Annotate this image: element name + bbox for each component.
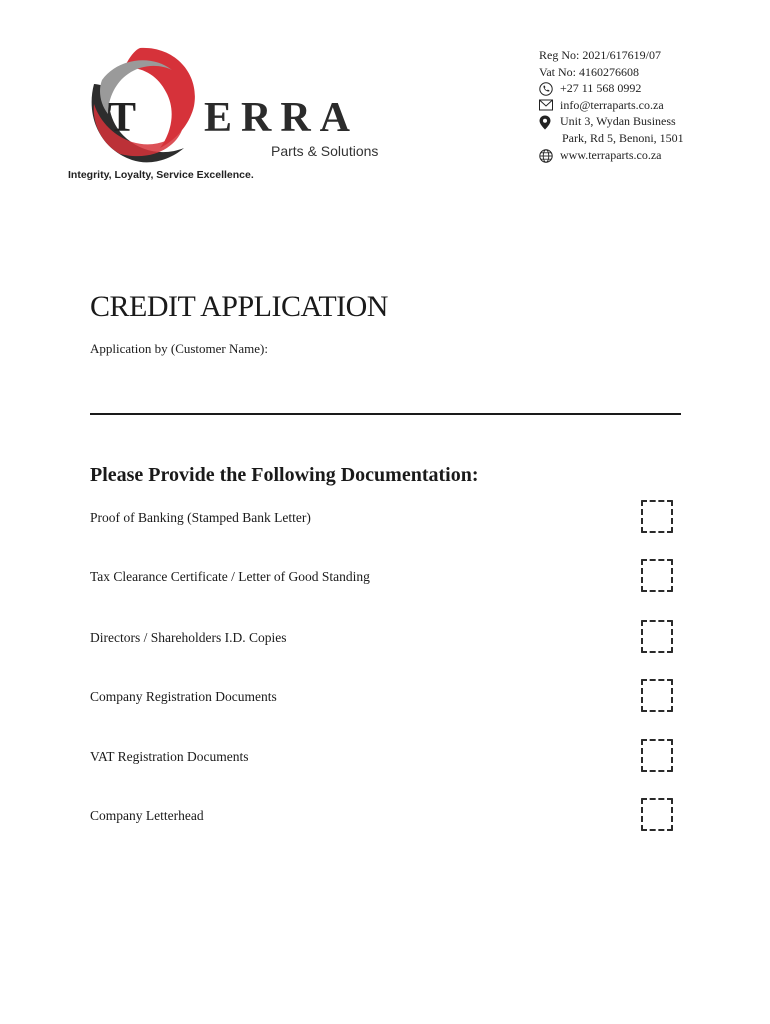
document-item <box>90 500 680 540</box>
company-logo <box>66 44 386 184</box>
documentation-heading: Please Provide the Following Documentation: <box>90 464 479 486</box>
email-icon <box>539 97 560 111</box>
document-item <box>90 679 680 719</box>
logo-letters-erra: ERRA <box>204 95 360 141</box>
document-item <box>90 798 680 838</box>
document-checkbox[interactable] <box>641 739 673 772</box>
globe-icon <box>539 147 560 163</box>
page-title: CREDIT APPLICATION <box>90 290 388 323</box>
email-address[interactable]: info@terraparts.co.za <box>560 97 664 112</box>
document-label: Company Letterhead <box>90 808 204 823</box>
phone-icon <box>539 80 560 96</box>
document-item <box>90 559 680 599</box>
document-checkbox[interactable] <box>641 798 673 831</box>
reg-number: Reg No: 2021/617619/07 <box>539 48 661 62</box>
location-pin-icon <box>539 113 560 130</box>
customer-name-field[interactable] <box>90 413 681 415</box>
document-checkbox[interactable] <box>641 679 673 712</box>
customer-name-label: Application by (Customer Name): <box>90 341 268 356</box>
document-item <box>90 620 680 660</box>
logo-tagline: Integrity, Loyalty, Service Excellence. <box>68 169 254 181</box>
logo-subtitle: Parts & Solutions <box>271 143 379 159</box>
document-label: Proof of Banking (Stamped Bank Letter) <box>90 510 311 525</box>
address-line-1: Unit 3, Wydan Business <box>560 114 676 128</box>
vat-number: Vat No: 4160276608 <box>539 64 639 79</box>
document-checkbox[interactable] <box>641 559 673 592</box>
document-label: VAT Registration Documents <box>90 749 249 764</box>
document-label: Directors / Shareholders I.D. Copies <box>90 630 287 645</box>
document-checkbox[interactable] <box>641 500 673 533</box>
phone-number: +27 11 568 0992 <box>560 81 642 95</box>
document-label: Company Registration Documents <box>90 689 277 704</box>
logo-letter-t: T <box>108 95 144 141</box>
document-checkbox[interactable] <box>641 620 673 653</box>
document-label: Tax Clearance Certificate / Letter of Good Standing <box>90 569 370 584</box>
address-line-2: Park, Rd 5, Benoni, 1501 <box>562 131 684 145</box>
website-url[interactable]: www.terraparts.co.za <box>560 147 662 162</box>
contact-info <box>539 47 759 163</box>
document-item <box>90 739 680 779</box>
